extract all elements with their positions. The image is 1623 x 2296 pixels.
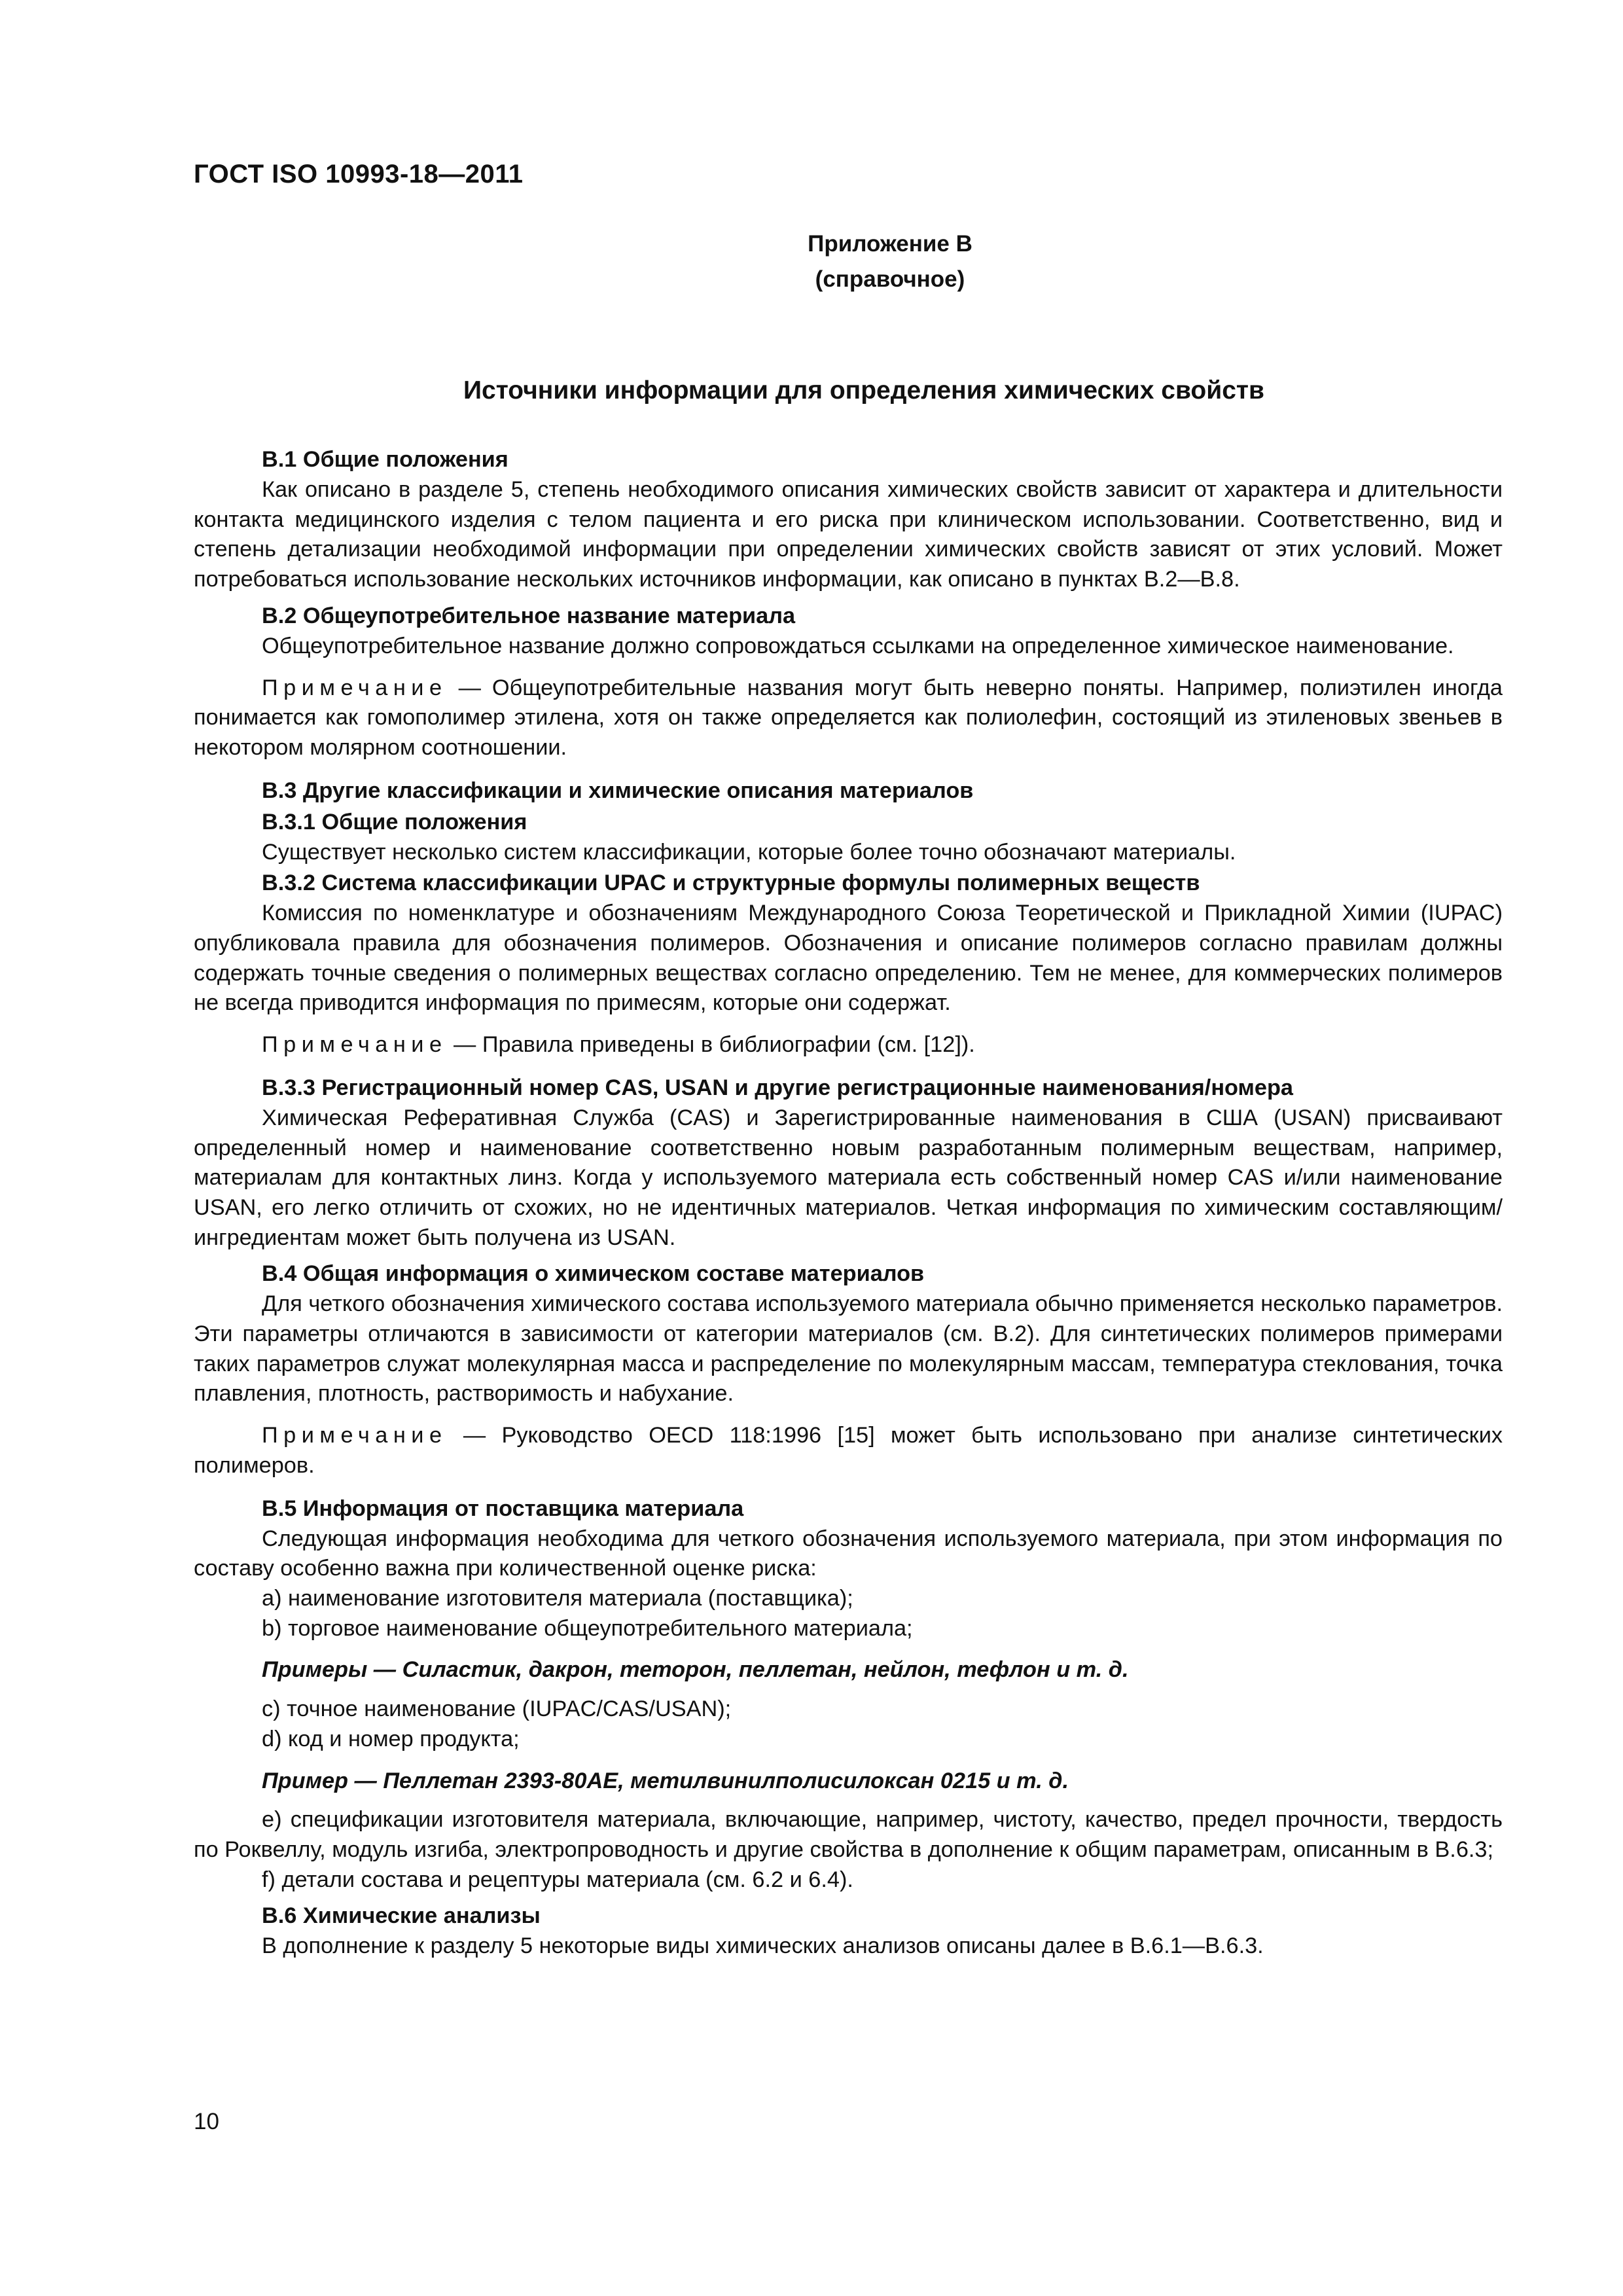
- section-b1-text: Как описано в разделе 5, степень необходимого описания химических свойств зависит от характера и длительности контакта медицинского изделия с телом пациента и его риска при клиническом использовании. Соответственно, вид и степень детализации необходимой информации при определении химических свойств зависят от этих условий. Может потребоваться использование нескольких источников информации, как описано в пунктах В.2—В.8.: [194, 477, 1503, 592]
- note-text: — Общеупотребительные названия могут быть неверно поняты. Например, полиэтилен иногда понимается как гомополимер этилена, хотя он также определяется как полиолефин, состоящий из этиленовых звеньев в некотором молярном соотношении.: [194, 675, 1503, 760]
- note-label: Примечание: [262, 1032, 448, 1058]
- appendix-block: [0, 226, 1623, 297]
- section-b31-heading: В.3.1 Общие положения: [262, 809, 527, 834]
- page-number: 10: [194, 2109, 219, 2134]
- list-item-f: f) детали состава и рецептуры материала (см. 6.2 и 6.4).: [262, 1867, 853, 1892]
- appendix-heading: Источники информации для определения химических свойств: [463, 376, 1264, 404]
- section-b1-heading: В.1 Общие положения: [262, 447, 508, 472]
- note-label: Примечание: [262, 1423, 448, 1448]
- list-item-c: c) точное наименование (IUPAC/CAS/USAN);: [262, 1696, 732, 1722]
- section-b4-heading: В.4 Общая информация о химическом составе материалов: [262, 1261, 925, 1287]
- standard-header: ГОСТ ISO 10993-18—2011: [194, 160, 524, 188]
- section-b31-text: Существует несколько систем классификации, которые более точно обозначают материалы.: [262, 839, 1236, 865]
- document-body: [194, 444, 1503, 1962]
- list-item-d: d) код и номер продукта;: [262, 1726, 520, 1751]
- section-b4-text: Для четкого обозначения химического состава используемого материала обычно применяется несколько параметров. Эти параметры отличаются в зависимости от категории материалов (см. В.2). Для синтетических полимеров примерами таких параметров служат молекулярная масса и распределение по молекулярным массам, температура стеклования, точка плавления, плотность, растворимость и набухание.: [194, 1291, 1503, 1407]
- section-b5-text: Следующая информация необходима для четкого обозначения используемого материала, при этом информация по составу особенно важна при количественной оценке риска:: [194, 1526, 1503, 1581]
- note-text: — Правила приведены в библиографии (см. [12]).: [447, 1032, 975, 1058]
- list-item-a: а) наименование изготовителя материала (поставщика);: [262, 1585, 853, 1611]
- section-b33-text: Химическая Реферативная Служба (CAS) и Зарегистрированные наименования в США (USAN) присваивают определенный номер и наименование соответственно новым разработанным полимерным веществам, например, материалам для контактных линз. Когда у используемого материала есть собственный номер CAS и/или наименование USAN, его легко отличить от схожих, но не идентичных материалов. Четкая информация по химическим составляющим/ингредиентам может быть получена из USAN.: [194, 1105, 1503, 1250]
- section-b32-heading: В.3.2 Система классификации UPAC и структурные формулы полимерных веществ: [262, 870, 1200, 896]
- section-b6-heading: В.6 Химические анализы: [262, 1903, 541, 1929]
- section-b2-heading: В.2 Общеупотребительное название материала: [262, 603, 796, 628]
- section-b6-text: В дополнение к разделу 5 некоторые виды химических анализов описаны далее в В.6.1—В.6.3.: [262, 1933, 1264, 1959]
- section-b2-text: Общеупотребительное название должно сопровождаться ссылками на определенное химическое наименование.: [262, 633, 1454, 658]
- section-b33-heading: В.3.3 Регистрационный номер CAS, USAN и другие регистрационные наименования/номера: [262, 1075, 1293, 1100]
- appendix-status: (справочное): [815, 266, 965, 292]
- section-b32-text: Комиссия по номенклатуре и обозначениям Международного Союза Теоретической и Прикладной Химии (IUPAC) опубликовала правила для обозначения полимеров. Обозначения и описание полимеров согласно правилам должны содержать точные сведения о полимерных веществах согласно определению. Тем не менее, для коммерческих полимеров не всегда приводится информация по примесям, которые они содержат.: [194, 901, 1503, 1016]
- note-label: Примечание: [262, 675, 448, 700]
- appendix-title: Приложение В: [808, 231, 972, 257]
- section-b32-note: [194, 1030, 1503, 1060]
- list-item-e: е) спецификации изготовителя материала, включающие, например, чистоту, качество, предел прочности, твердость по Роквеллу, модуль изгиба, электропроводность и другие свойства в дополнение к общим параметрам, описанным в В.6.3;: [194, 1807, 1503, 1862]
- section-b4-note: [194, 1421, 1503, 1480]
- example-line: Пример — Пеллетан 2393-80АЕ, метилвинилполисилоксан 0215 и т. д.: [262, 1768, 1069, 1793]
- note-text: — Руководство OECD 118:1996 [15] может быть использовано при анализе синтетических полимеров.: [194, 1423, 1503, 1478]
- examples-line: Примеры — Силастик, дакрон, теторон, пеллетан, нейлон, тефлон и т. д.: [262, 1657, 1129, 1683]
- list-item-b: b) торговое наименование общеупотребительного материала;: [262, 1615, 913, 1641]
- section-b2-note: [194, 673, 1503, 763]
- section-b3-heading: В.3 Другие классификации и химические описания материалов: [262, 778, 974, 803]
- section-b5-heading: В.5 Информация от поставщика материала: [262, 1496, 744, 1521]
